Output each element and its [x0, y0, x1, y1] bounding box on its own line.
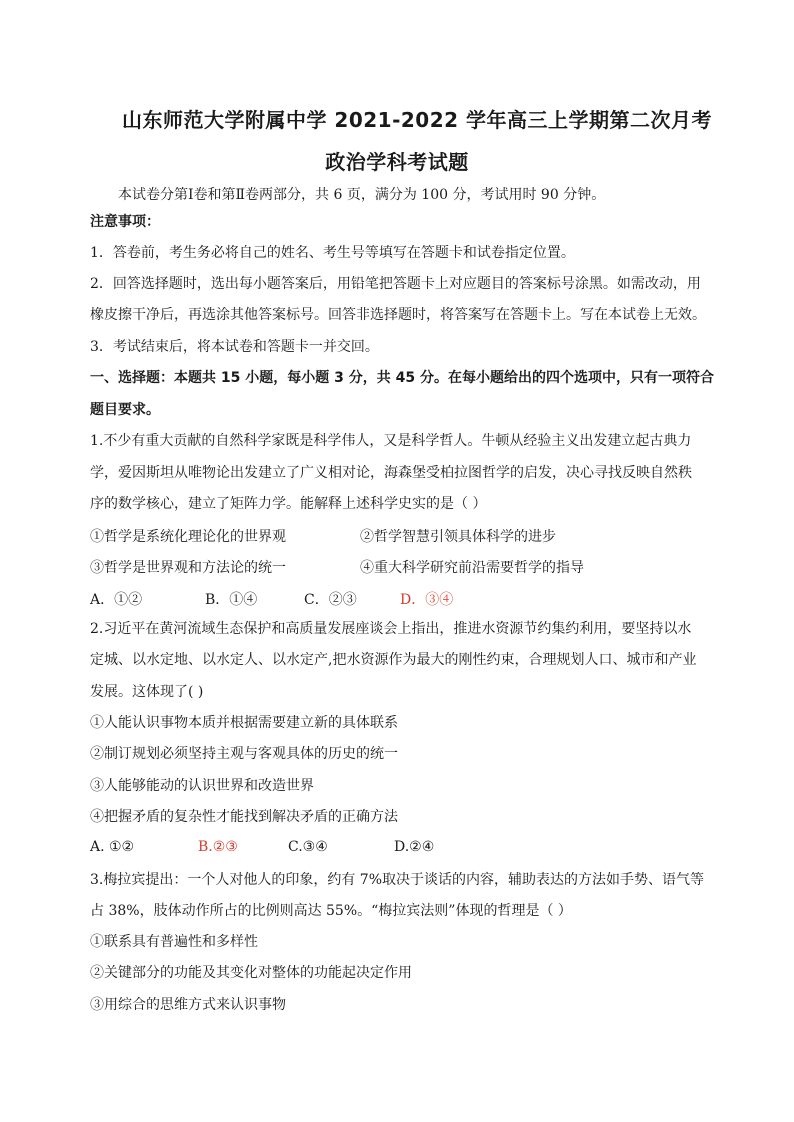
q3-stem-line-1: 3.梅拉宾提出：一个人对他人的印象，约有 7%取决于谈话的内容，辅助表达的方法如手势、语气等	[90, 872, 705, 888]
q2-choice-c: C.③④	[288, 839, 328, 855]
q1-choice-c: C．②③	[304, 592, 357, 608]
q2-statement-3: ③人能够能动的认识世界和改造世界	[90, 778, 314, 794]
notes-heading: 注意事项：	[90, 214, 160, 230]
exam-subtitle: 政治学科考试题	[325, 150, 469, 174]
note-item-3: 3．考试结束后，将本试卷和答题卡一并交回。	[90, 339, 379, 355]
q1-choice-d-answer: D．③④	[400, 592, 454, 608]
exam-title: 山东师范大学附属中学 2021-2022 学年高三上学期第二次月考	[121, 108, 713, 132]
q1-statements-row-2	[90, 557, 710, 575]
q2-stem-line-2: 定城、以水定地、以水定人、以水定产,把水资源作为最大的刚性约束，合理规划人口、城市和产业	[90, 652, 697, 668]
exam-intro: 本试卷分第Ⅰ卷和第Ⅱ卷两部分，共 6 页，满分为 100 分，考试用时 90 分钟。	[118, 187, 606, 203]
q2-statement-1: ①人能认识事物本质并根据需要建立新的具体联系	[90, 715, 398, 731]
q2-statement-2: ②制订规划必须坚持主观与客观具体的历史的统一	[90, 746, 398, 762]
note-item-1: 1．答卷前，考生务必将自己的姓名、考生号等填写在答题卡和试卷指定位置。	[90, 245, 575, 261]
q1-statement-3: ③哲学是世界观和方法论的统一	[90, 560, 286, 576]
q1-stem-line-2: 学，爱因斯坦从唯物论出发建立了广义相对论，海森堡受柏拉图哲学的启发，决心寻找反映自然秩	[90, 465, 692, 481]
q3-stem-line-2: 占 38%，肢体动作所占的比例则高达 55%。“梅拉宾法则”体现的哲理是（ ）	[90, 903, 572, 919]
q3-statement-2: ②关键部分的功能及其变化对整体的功能起决定作用	[90, 965, 412, 981]
q2-choice-b-answer: B.②③	[198, 839, 238, 855]
q1-statement-1: ①哲学是系统化理论化的世界观	[90, 529, 286, 545]
q1-statement-2: ②哲学智慧引领具体科学的进步	[360, 529, 556, 545]
note-item-2-line-2: 橡皮擦干净后，再选涂其他答案标号。回答非选择题时，将答案写在答题卡上。写在本试卷上无效。	[90, 307, 706, 323]
q1-stem-line-3: 序的数学核心，建立了矩阵力学。能解释上述科学史实的是（ ）	[90, 496, 487, 512]
q3-statement-1: ①联系具有普遍性和多样性	[90, 934, 258, 950]
q1-choice-b: B．①④	[205, 592, 258, 608]
q1-choices	[90, 589, 710, 607]
q1-statement-4: ④重大科学研究前沿需要哲学的指导	[360, 560, 584, 576]
q2-statement-4: ④把握矛盾的复杂性才能找到解决矛盾的正确方法	[90, 809, 398, 825]
q1-stem-line-1: 1.不少有重大贡献的自然科学家既是科学伟人，又是科学哲人。牛顿从经验主义出发建立起古典力	[90, 433, 692, 449]
q1-choice-a: A．①②	[90, 592, 143, 608]
q2-choice-a: A. ①②	[90, 839, 135, 855]
q3-statement-3: ③用综合的思维方式来认识事物	[90, 997, 286, 1013]
section-heading-line-2: 题目要求。	[90, 402, 160, 418]
q2-stem-line-3: 发展。这体现了( )	[90, 684, 204, 700]
q2-choice-d: D.②④	[394, 839, 435, 855]
q2-stem-line-1: 2.习近平在黄河流域生态保护和高质量发展座谈会上指出，推进水资源节约集约利用，要坚持以水	[90, 621, 692, 637]
q2-choices	[90, 839, 710, 857]
section-heading-line-1: 一、选择题：本题共 15 小题，每小题 3 分，共 45 分。在每小题给出的四个选项中，只有一项符合	[90, 370, 714, 386]
q1-statements-row-1	[90, 526, 710, 544]
note-item-2-line-1: 2．回答选择题时，选出每小题答案后，用铅笔把答题卡上对应题目的答案标号涂黑。如需改动，用	[90, 276, 701, 292]
